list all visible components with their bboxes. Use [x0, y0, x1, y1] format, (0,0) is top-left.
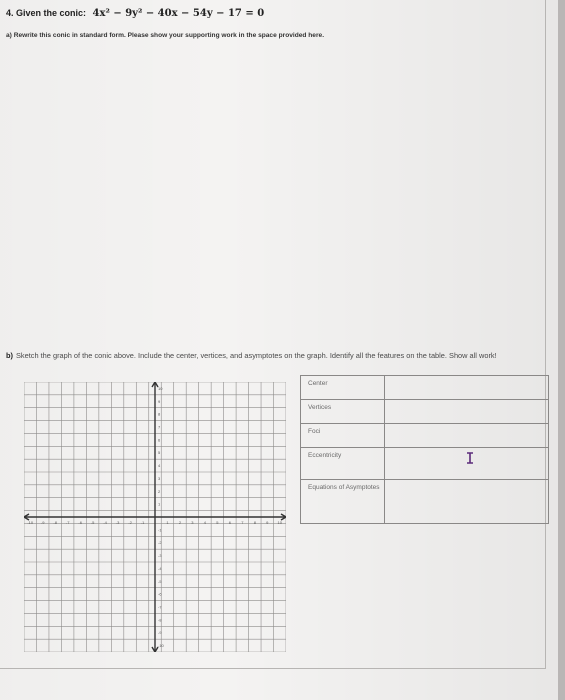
y-tick-label: 1: [158, 501, 161, 507]
feature-answer-cell[interactable]: [385, 376, 549, 400]
page-edge: [558, 0, 565, 700]
y-tick-label: 8: [158, 411, 161, 417]
question-title: [6, 8, 264, 19]
table-row: [301, 424, 549, 448]
conic-equation: 4x² − 9y² − 40x − 54y − 17 = 0: [92, 8, 265, 19]
x-tick-label: 7: [241, 520, 244, 525]
y-tick-label: -3: [158, 553, 162, 559]
y-tick-label: 9: [158, 398, 161, 404]
y-tick-label: -9: [158, 630, 162, 636]
y-tick-label: -8: [158, 617, 162, 623]
x-tick-label: 1: [166, 520, 169, 525]
features-table: [300, 375, 549, 524]
text-cursor-icon: [466, 452, 474, 464]
y-tick-label: 4: [158, 463, 161, 469]
y-tick-label: 6: [158, 437, 161, 443]
y-tick-label: -7: [158, 604, 162, 610]
part-b-text: Sketch the graph of the conic above. Include the center, vertices, and asymptotes on the graph. Identify all the features on the table. Show all work!: [15, 351, 497, 360]
feature-label: Center: [301, 376, 385, 400]
feature-label: Eccentricity: [301, 448, 385, 480]
table-row: [301, 400, 549, 424]
coordinate-grid: [24, 382, 286, 652]
x-tick-label: -5: [90, 520, 95, 525]
x-tick-label: -7: [65, 520, 70, 525]
x-tick-label: 4: [203, 520, 207, 525]
y-tick-label: -6: [158, 591, 162, 597]
y-tick-label: 5: [158, 450, 161, 456]
feature-answer-cell[interactable]: [385, 480, 549, 524]
table-row: [301, 448, 549, 480]
y-tick-label: 3: [158, 475, 161, 481]
part-b-label: b): [6, 351, 13, 360]
x-tick-label: 10: [277, 520, 282, 525]
x-tick-label: 6: [228, 520, 231, 525]
feature-label: Vertices: [301, 400, 385, 424]
feature-label: Equations of Asymptotes: [301, 480, 385, 524]
x-tick-label: 3: [191, 520, 194, 525]
x-tick-label: 9: [266, 520, 269, 525]
table-row: [301, 376, 549, 400]
part-b-instructions: [6, 349, 546, 363]
feature-answer-cell[interactable]: [385, 400, 549, 424]
y-tick-label: -5: [158, 578, 162, 584]
y-tick-label: -4: [158, 565, 162, 571]
y-tick-label: 2: [158, 488, 161, 494]
x-tick-label: -3: [115, 520, 120, 525]
feature-label: Foci: [301, 424, 385, 448]
x-tick-label: -1: [140, 520, 145, 525]
question-number-label: 4. Given the conic:: [6, 8, 87, 18]
y-tick-label: -2: [158, 540, 162, 546]
x-tick-label: -6: [78, 520, 82, 525]
table-row: [301, 480, 549, 524]
feature-answer-cell[interactable]: [385, 448, 549, 480]
y-tick-label: 10: [158, 385, 163, 391]
x-tick-label: 2: [178, 520, 182, 525]
x-tick-label: -4: [103, 520, 107, 525]
y-tick-label: -1: [158, 527, 162, 533]
y-tick-label: -10: [158, 643, 164, 649]
x-tick-label: -2: [128, 520, 132, 525]
x-tick-label: -9: [40, 520, 45, 525]
x-tick-label: 8: [253, 520, 256, 525]
feature-answer-cell[interactable]: [385, 424, 549, 448]
part-a-instructions: a) Rewrite this conic in standard form. Please show your supporting work in the space provided here.: [6, 32, 325, 39]
y-tick-label: 7: [158, 424, 161, 430]
x-tick-label: -10: [27, 520, 34, 525]
x-tick-label: -8: [53, 520, 57, 525]
x-tick-label: 5: [216, 520, 219, 525]
